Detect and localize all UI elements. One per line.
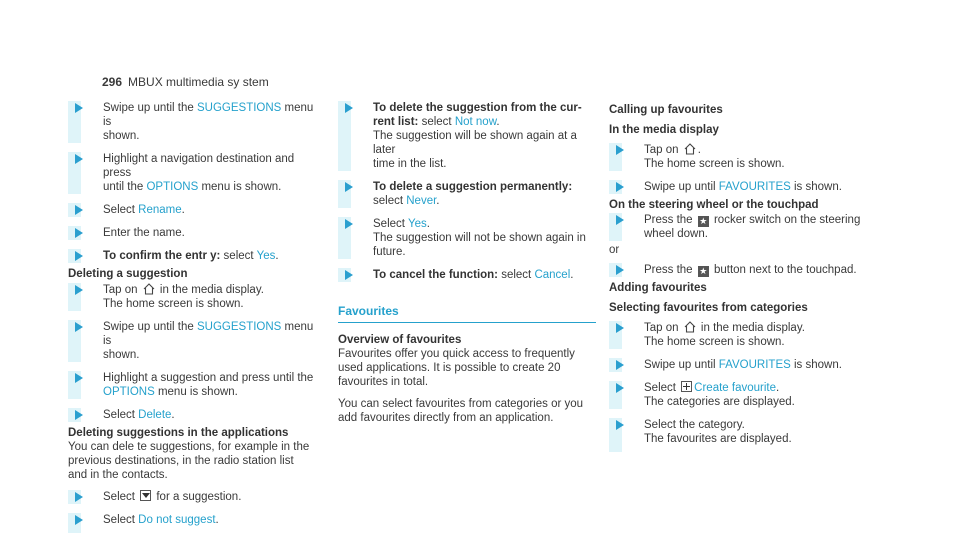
heading-deleting-in-apps: Deleting suggestions in the applications: [68, 427, 289, 439]
column-middle: [338, 101, 596, 433]
arrow-icon: [75, 410, 83, 420]
column-right: [609, 101, 871, 461]
step-enter-name: Enter the name.: [68, 226, 323, 240]
section-title-favourites: Favourites: [338, 304, 596, 323]
step-press-rocker: Press the ★ rocker switch on the steering wheel down.: [609, 213, 871, 241]
apps-description: You can dele te suggestions, for example in the previous destinations, in the radio station list and in the contacts.: [68, 441, 310, 481]
heading-deleting-suggestion: Deleting a suggestion: [68, 268, 188, 280]
arrow-icon: [616, 383, 624, 393]
step-swipe-suggestions-2: Swipe up until the SUGGESTIONS menu is shown.: [68, 320, 323, 362]
arrow-icon: [616, 265, 624, 275]
arrow-icon: [345, 182, 353, 192]
step-delete-current: To delete the suggestion from the cur- rent list: select Not now. The suggestion will be shown again at a later time in the list.: [338, 101, 596, 171]
star-icon: ★: [699, 266, 708, 276]
arrow-icon: [345, 219, 353, 229]
arrow-icon: [75, 515, 83, 525]
overview-text-2: You can select favourites from categories or you add favourites directly from an application.: [338, 398, 584, 424]
heading-adding-favourites: Adding favourites: [609, 282, 707, 294]
plus-icon: [681, 381, 692, 392]
step-highlight-suggestion: Highlight a suggestion and press until the OPTIONS menu is shown.: [68, 371, 323, 399]
arrow-icon: [75, 154, 83, 164]
step-highlight-destination: Highlight a navigation destination and press until the OPTIONS menu is shown.: [68, 152, 323, 194]
step-tap-home-2: Tap on in the media display. The home screen is shown.: [609, 321, 871, 349]
step-swipe-suggestions: Swipe up until the SUGGESTIONS menu is shown.: [68, 101, 323, 143]
arrow-icon: [345, 270, 353, 280]
step-create-favourite: Select Create favourite. The categories are displayed.: [609, 381, 871, 409]
arrow-icon: [345, 103, 353, 113]
step-confirm-entry: To confirm the entr y: select Yes.: [68, 249, 323, 263]
arrow-icon: [616, 215, 624, 225]
arrow-icon: [75, 285, 83, 295]
arrow-icon: [616, 420, 624, 430]
arrow-icon: [616, 360, 624, 370]
home-icon: [143, 283, 155, 295]
heading-steering-wheel: On the steering wheel or the touchpad: [609, 199, 819, 211]
heading-media-display: In the media display: [609, 124, 719, 136]
step-select-down: Select for a suggestion.: [68, 490, 323, 504]
heading-selecting-categories: Selecting favourites from categories: [609, 302, 808, 314]
step-tap-home: Tap on in the media display. The home screen is shown.: [68, 283, 323, 311]
arrow-icon: [75, 251, 83, 261]
step-do-not-suggest: Select Do not suggest.: [68, 513, 323, 533]
star-icon: ★: [699, 216, 708, 226]
step-tap-home: Tap on . The home screen is shown.: [609, 143, 871, 171]
column-left: [68, 101, 323, 533]
home-icon: [684, 143, 696, 155]
step-select-delete: Select Delete.: [68, 408, 323, 422]
arrow-icon: [75, 103, 83, 113]
down-arrow-icon: [140, 490, 151, 501]
heading-overview-favourites: Overview of favourites: [338, 334, 462, 346]
page-header: [102, 75, 269, 89]
overview-text: Favourites offer you quick access to frequently used applications. It is possible to create 20 favourites in total.: [338, 348, 575, 388]
step-select-rename: Select Rename.: [68, 203, 323, 217]
arrow-icon: [75, 322, 83, 332]
step-swipe-favourites-2: Swipe up until FAVOURITES is shown.: [609, 358, 871, 372]
step-select-category: Select the category. The favourites are displayed.: [609, 418, 871, 452]
arrow-icon: [616, 323, 624, 333]
step-press-star-button: Press the ★ button next to the touchpad.: [609, 263, 871, 277]
step-cancel: To cancel the function: select Cancel.: [338, 268, 596, 282]
step-delete-permanently: To delete a suggestion permanently: select Never.: [338, 180, 596, 208]
home-icon: [684, 321, 696, 333]
arrow-icon: [75, 373, 83, 383]
arrow-icon: [616, 145, 624, 155]
arrow-icon: [75, 492, 83, 502]
arrow-icon: [616, 182, 624, 192]
arrow-icon: [75, 228, 83, 238]
step-select-yes: Select Yes. The suggestion will not be shown again in future.: [338, 217, 596, 259]
page-title: MBUX multimedia sy stem: [128, 75, 269, 89]
heading-calling-favourites: Calling up favourites: [609, 104, 723, 116]
step-swipe-favourites: Swipe up until FAVOURITES is shown.: [609, 180, 871, 194]
arrow-icon: [75, 205, 83, 215]
or-text: or: [609, 244, 620, 256]
page-number: 296: [102, 75, 123, 89]
